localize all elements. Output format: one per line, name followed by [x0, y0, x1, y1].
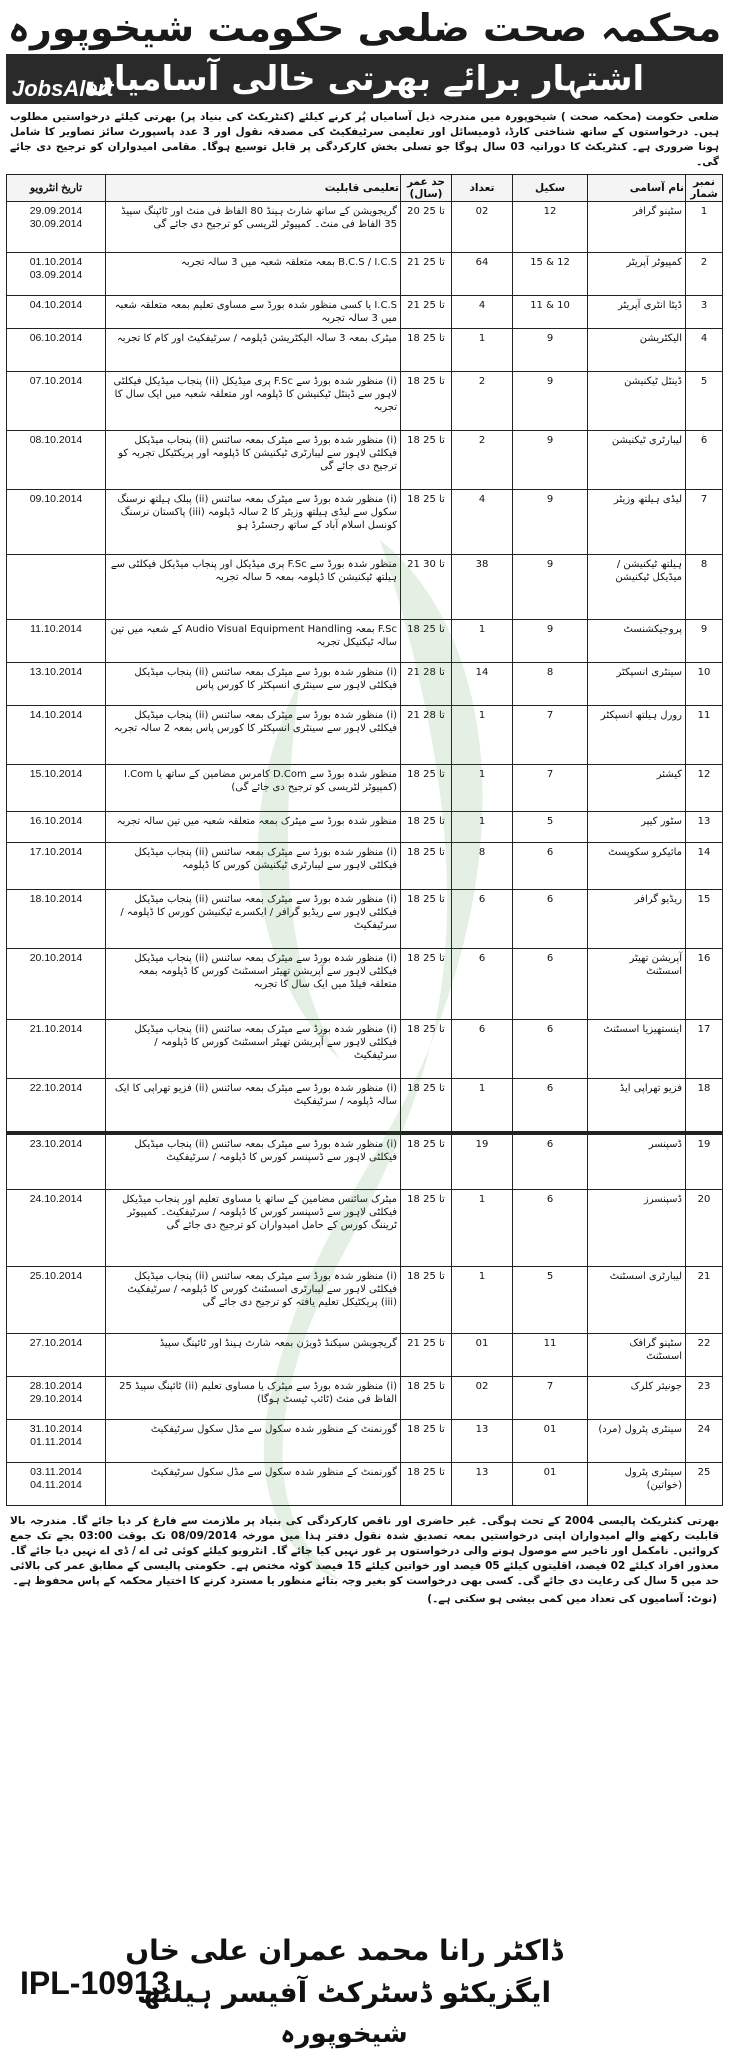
- cell-date: 25.10.2014: [7, 1267, 106, 1334]
- cell-count: 1: [452, 765, 513, 812]
- cell-scale: 9: [513, 555, 588, 620]
- cell-no: 6: [686, 431, 723, 490]
- cell-no: 9: [686, 620, 723, 663]
- cell-age: 21 تا 28: [401, 663, 452, 706]
- note-short: (نوٹ: آسامیوں کی تعداد میں کمی بیشی ہو سکتی ہے۔): [427, 1593, 717, 1605]
- cell-date: 23.10.2014: [7, 1133, 106, 1190]
- cell-qual: گورنمنٹ کے منظور شدہ سکول سے مڈل سکول سرٹیفکیٹ: [106, 1463, 401, 1506]
- table-row: [7, 555, 723, 620]
- cell-name: فزیو تھراپی ایڈ: [588, 1079, 686, 1134]
- cell-qual: F.Sc بمعہ Audio Visual Equipment Handling کے شعبہ میں تین سالہ ٹیکنیکل تجربہ: [106, 620, 401, 663]
- cell-qual: (i) منظور شدہ بورڈ سے میٹرک بمعہ سائنس (ii) پنجاب میڈیکل فیکلٹی لاہور سے لیبارٹری ٹیکنیشن کورس کا ڈپلومہ: [106, 843, 401, 890]
- cell-count: 2: [452, 372, 513, 431]
- cell-age: 21 تا 25: [401, 1334, 452, 1377]
- cell-scale: 6: [513, 1020, 588, 1079]
- cell-scale: 6: [513, 1079, 588, 1134]
- cell-count: 64: [452, 253, 513, 296]
- cell-count: 6: [452, 949, 513, 1020]
- cell-count: 1: [452, 1267, 513, 1334]
- table-row: [7, 663, 723, 706]
- intro-paragraph: ضلعی حکومت (محکمہ صحت ) شیخوپورہ میں مندرجہ ذیل آسامیاں پُر کرنے کیلئے (کنٹریکٹ کی بنیاد پر) بھرتی کیلئے درخواستیں مطلوب ہیں۔ درخواستوں کے ساتھ شناختی کارڈ، ڈومیسائل اور تعلیمی سرٹیفکیٹ کی مصدقہ نقول اور 3 عدد پاسپورٹ سائز تصاویر کا شامل ہونا ضروری ہے۔ کنٹریکٹ کا دورانیہ 03 سال ہوگا جو تسلی بخش کارکردگی پر قابل توسیع ہوگا۔ مقامی امیدواران کو ترجیح دی جائے گی۔: [10, 111, 720, 168]
- cell-date: 16.10.2014: [7, 812, 106, 843]
- cell-no: 3: [686, 296, 723, 329]
- cell-no: 2: [686, 253, 723, 296]
- cell-no: 15: [686, 890, 723, 949]
- cell-no: 12: [686, 765, 723, 812]
- cell-no: 19: [686, 1133, 723, 1190]
- cell-age: 21 تا 25: [401, 253, 452, 296]
- cell-qual: گورنمنٹ کے منظور شدہ سکول سے مڈل سکول سرٹیفکیٹ: [106, 1420, 401, 1463]
- cell-age: 18 تا 25: [401, 1463, 452, 1506]
- cell-age: 21 تا 28: [401, 706, 452, 765]
- header-interview-date: تاریخ انٹرویو: [7, 175, 106, 202]
- cell-name: کیشئر: [588, 765, 686, 812]
- table-row: [7, 1079, 723, 1134]
- cell-no: 7: [686, 490, 723, 555]
- cell-qual: (i) منظور شدہ بورڈ سے میٹرک بمعہ سائنس (ii) پنجاب میڈیکل فیکلٹی لاہور سے آپریشن تھیٹر اسسٹنٹ کورس کا ڈپلومہ / سرٹیفکیٹ: [106, 1020, 401, 1079]
- cell-no: 18: [686, 1079, 723, 1134]
- cell-age: 18 تا 25: [401, 890, 452, 949]
- cell-name: کمپیوٹر آپریٹر: [588, 253, 686, 296]
- cell-scale: 7: [513, 1377, 588, 1420]
- ad-title: اشتہار برائے بھرتی خالی آسامیاں: [84, 59, 645, 99]
- cell-name: ڈسپنسرز: [588, 1190, 686, 1267]
- cell-qual: (i) منظور شدہ بورڈ سے F.Sc پری میڈیکل (ii) پنجاب میڈیکل فیکلٹی لاہور سے ڈینٹل ٹیکنیشن کا ڈپلومہ اور متعلقہ شعبہ میں ایک سال کا تجربہ: [106, 372, 401, 431]
- cell-count: 01: [452, 1334, 513, 1377]
- cell-name: مائیکرو سکوپسٹ: [588, 843, 686, 890]
- table-row: [7, 1267, 723, 1334]
- cell-date: 20.10.2014: [7, 949, 106, 1020]
- cell-date: 07.10.2014: [7, 372, 106, 431]
- header-name: نام آسامی: [588, 175, 686, 202]
- cell-count: 14: [452, 663, 513, 706]
- cell-name: لیبارٹری ٹیکنیشن: [588, 431, 686, 490]
- cell-age: 18 تا 25: [401, 1079, 452, 1134]
- cell-no: 22: [686, 1334, 723, 1377]
- cell-qual: میٹرک سائنس مضامین کے ساتھ یا مساوی تعلیم اور پنجاب میڈیکل فیکلٹی لاہور سے ڈسپنسر کورس کا ڈپلومہ / سرٹیفکیٹ۔ کمپیوٹر ٹریننگ کورس کے حامل امیدواران کو ترجیح دی جائے گی: [106, 1190, 401, 1267]
- cell-count: 4: [452, 490, 513, 555]
- cell-scale: 6: [513, 1133, 588, 1190]
- cell-age: 18 تا 25: [401, 1190, 452, 1267]
- cell-age: 21 تا 30: [401, 555, 452, 620]
- cell-date: 22.10.2014: [7, 1079, 106, 1134]
- cell-name: سٹور کیپر: [588, 812, 686, 843]
- table-row: [7, 890, 723, 949]
- cell-date: 31.10.2014 01.11.2014: [7, 1420, 106, 1463]
- cell-name: ریڈیو گرافر: [588, 890, 686, 949]
- cell-age: 18 تا 25: [401, 812, 452, 843]
- cell-scale: 6: [513, 949, 588, 1020]
- cell-count: 38: [452, 555, 513, 620]
- cell-qual: (i) منظور شدہ بورڈ سے میٹرک بمعہ سائنس (ii) پنجاب میڈیکل فیکلٹی لاہور سے سینٹری انسپکٹر کا کورس پاس: [106, 663, 401, 706]
- table-row: [7, 1463, 723, 1506]
- cell-name: جونیئر کلرک: [588, 1377, 686, 1420]
- table-row: [7, 296, 723, 329]
- office-place: شیخوپورہ: [280, 2019, 408, 2049]
- cell-no: 17: [686, 1020, 723, 1079]
- cell-name: سینٹری انسپکٹر: [588, 663, 686, 706]
- vacancies-table: [6, 174, 723, 1506]
- cell-count: 2: [452, 431, 513, 490]
- cell-no: 13: [686, 812, 723, 843]
- table-row: [7, 202, 723, 253]
- cell-scale: 5: [513, 812, 588, 843]
- table-row: [7, 812, 723, 843]
- cell-count: 1: [452, 620, 513, 663]
- cell-date: 15.10.2014: [7, 765, 106, 812]
- cell-no: 20: [686, 1190, 723, 1267]
- table-row: [7, 620, 723, 663]
- header-no: نمبر شمار: [686, 175, 723, 202]
- cell-no: 16: [686, 949, 723, 1020]
- cell-age: 18 تا 25: [401, 620, 452, 663]
- cell-qual: منظور شدہ بورڈ سے D.Com کامرس مضامین کے ساتھ یا I.Com (کمپیوٹر لٹریسی کو ترجیح دی جائے گی): [106, 765, 401, 812]
- cell-name: آپریشن تھیٹر اسسٹنٹ: [588, 949, 686, 1020]
- cell-date: 06.10.2014: [7, 329, 106, 372]
- cell-date: [7, 555, 106, 620]
- cell-date: 13.10.2014: [7, 663, 106, 706]
- cell-count: 1: [452, 329, 513, 372]
- cell-qual: منظور شدہ بورڈ سے F.Sc پری میڈیکل اور پنجاب میڈیکل فیکلٹی سے ہیلتھ ٹیکنیشن کا ڈپلومہ بمعہ 5 سالہ تجربہ: [106, 555, 401, 620]
- cell-date: 03.11.2014 04.11.2014: [7, 1463, 106, 1506]
- cell-age: 18 تا 25: [401, 1420, 452, 1463]
- cell-no: 8: [686, 555, 723, 620]
- table-row: [7, 1334, 723, 1377]
- cell-count: 4: [452, 296, 513, 329]
- cell-no: 23: [686, 1377, 723, 1420]
- header-count: تعداد: [452, 175, 513, 202]
- cell-date: 27.10.2014: [7, 1334, 106, 1377]
- cell-scale: 9: [513, 431, 588, 490]
- cell-date: 21.10.2014: [7, 1020, 106, 1079]
- cell-name: ڈسپنسر: [588, 1133, 686, 1190]
- cell-no: 10: [686, 663, 723, 706]
- cell-age: 18 تا 25: [401, 372, 452, 431]
- cell-age: 18 تا 25: [401, 1267, 452, 1334]
- cell-age: 18 تا 25: [401, 431, 452, 490]
- cell-qual: (i) منظور شدہ بورڈ سے میٹرک بمعہ سائنس (ii) پبلک ہیلتھ نرسنگ سکول سے لیڈی ہیلتھ وزیٹر کا 2 سالہ ڈپلومہ (iii) پاکستان نرسنگ کونسل اسلام آباد کے ساتھ رجسٹرڈ ہو: [106, 490, 401, 555]
- cell-qual: (i) منظور شدہ بورڈ سے میٹرک بمعہ سائنس (ii) پنجاب میڈیکل فیکلٹی لاہور سے ریڈیو گرافر / ایکسرے ٹیکنیشن کورس کا ڈپلومہ / سرٹیفکیٹ: [106, 890, 401, 949]
- cell-name: لیبارٹری اسسٹنٹ: [588, 1267, 686, 1334]
- cell-count: 6: [452, 1020, 513, 1079]
- cell-name: پروجیکشنسٹ: [588, 620, 686, 663]
- cell-date: 28.10.2014 29.10.2014: [7, 1377, 106, 1420]
- cell-scale: 6: [513, 890, 588, 949]
- table-body: [7, 202, 723, 1506]
- cell-qual: (i) منظور شدہ بورڈ سے میٹرک بمعہ سائنس (ii) پنجاب میڈیکل فیکلٹی لاہور سے آپریشن تھیٹر اسسٹنٹ کورس کا ڈپلومہ بمعہ متعلقہ فیلڈ میں ایک سال کا تجربہ: [106, 949, 401, 1020]
- cell-age: 20 تا 25: [401, 202, 452, 253]
- table-row: [7, 765, 723, 812]
- cell-count: 1: [452, 812, 513, 843]
- cell-date: 29.09.2014 30.09.2014: [7, 202, 106, 253]
- advertisement-page: [6, 4, 723, 2065]
- cell-scale: 9: [513, 490, 588, 555]
- cell-count: 02: [452, 202, 513, 253]
- table-header-row: [7, 175, 723, 202]
- cell-qual: (i) منظور شدہ بورڈ سے میٹرک بمعہ سائنس (ii) فزیو تھراپی کا ایک سالہ ڈپلومہ / سرٹیفکیٹ: [106, 1079, 401, 1134]
- cell-count: 1: [452, 706, 513, 765]
- cell-qual: (i) منظور شدہ بورڈ سے میٹرک یا مساوی تعلیم (ii) ٹائپنگ سپیڈ 25 الفاظ فی منٹ (ٹائپ ٹیسٹ ہوگا): [106, 1377, 401, 1420]
- ipl-number: IPL-10913: [20, 1965, 170, 2001]
- header-scale: سکیل: [513, 175, 588, 202]
- cell-no: 5: [686, 372, 723, 431]
- cell-name: رورل ہیلتھ انسپکٹر: [588, 706, 686, 765]
- cell-count: 19: [452, 1133, 513, 1190]
- cell-date: 18.10.2014: [7, 890, 106, 949]
- cell-age: 18 تا 25: [401, 1133, 452, 1190]
- cell-age: 18 تا 25: [401, 765, 452, 812]
- cell-date: 01.10.2014 03.09.2014: [7, 253, 106, 296]
- cell-no: 4: [686, 329, 723, 372]
- cell-count: 13: [452, 1463, 513, 1506]
- cell-date: 24.10.2014: [7, 1190, 106, 1267]
- cell-age: 21 تا 25: [401, 296, 452, 329]
- cell-count: 13: [452, 1420, 513, 1463]
- cell-no: 11: [686, 706, 723, 765]
- cell-scale: 11: [513, 1334, 588, 1377]
- cell-age: 18 تا 25: [401, 843, 452, 890]
- cell-scale: 9: [513, 620, 588, 663]
- cell-qual: (i) منظور شدہ بورڈ سے میٹرک بمعہ سائنس (ii) پنجاب میڈیکل فیکلٹی لاہور سے ڈسپنسر کورس کا ڈپلومہ / سرٹیفکیٹ: [106, 1133, 401, 1190]
- cell-qual: منظور شدہ بورڈ سے میٹرک بمعہ متعلقہ شعبہ میں تین سالہ تجربہ: [106, 812, 401, 843]
- cell-scale: 7: [513, 706, 588, 765]
- cell-scale: 9: [513, 372, 588, 431]
- cell-name: سینٹری پٹرول (خواتین): [588, 1463, 686, 1506]
- cell-date: 08.10.2014: [7, 431, 106, 490]
- table-row: [7, 372, 723, 431]
- cell-scale: 01: [513, 1420, 588, 1463]
- terms-notes: بھرتی کنٹریکٹ پالیسی 2004 کے تحت ہوگی۔ غیر حاضری اور ناقص کارکردگی کی بنیاد پر ملازمت سے فارغ کر دیا جائے گا۔ مندرجہ بالا قابلیت رکھنے والے امیدواران اپنی درخواستیں بمعہ تصدیق شدہ نقول دفتر ہذا میں مورخہ 08/09/2014 تک بوقت 03:00 بجے تک جمع کروائیں۔ نامکمل اور تاخیر سے موصول ہونے والی درخواستوں پر غور نہیں کیا جائے گا۔ انٹرویو کیلئے کوئی ٹی اے / ڈی اے نہیں دیا جائے گا۔ معذور افراد کیلئے 02 فیصد، اقلیتوں کیلئے 05 فیصد اور خواتین کیلئے 15 فیصد کوٹہ مختص ہے۔ حکومتی پالیسی کے مطابق عمر کی بالائی حد میں 5 سال کی رعایت دی جائے گی۔ کسی بھی درخواست کو بغیر وجہ بتائے منظور یا مسترد کرنے کا اختیار محکمہ کے پاس محفوظ ہے۔: [10, 1515, 719, 1587]
- table-row: [7, 253, 723, 296]
- table-row: [7, 431, 723, 490]
- cell-qual: (i) منظور شدہ بورڈ سے میٹرک بمعہ سائنس (ii) پنجاب میڈیکل فیکلٹی لاہور سے لیبارٹری اسسٹنٹ کورس کا ڈپلومہ / سرٹیفکیٹ (iii) پریکٹیکل تعلیم یافتہ کو ترجیح دی جائے گی: [106, 1267, 401, 1334]
- cell-age: 18 تا 25: [401, 1020, 452, 1079]
- cell-name: سٹینو گرافک اسسٹنٹ: [588, 1334, 686, 1377]
- cell-age: 18 تا 25: [401, 490, 452, 555]
- cell-age: 18 تا 25: [401, 329, 452, 372]
- table-row: [7, 329, 723, 372]
- cell-date: 11.10.2014: [7, 620, 106, 663]
- officer-name: ڈاکٹر رانا محمد عمران علی خاں: [125, 1934, 563, 1967]
- cell-scale: 5: [513, 1267, 588, 1334]
- cell-name: سٹینو گرافر: [588, 202, 686, 253]
- title-band: [6, 54, 723, 104]
- table-row: [7, 490, 723, 555]
- cell-date: 14.10.2014: [7, 706, 106, 765]
- cell-age: 18 تا 25: [401, 1377, 452, 1420]
- cell-count: 6: [452, 890, 513, 949]
- cell-scale: 7: [513, 765, 588, 812]
- cell-qual: B.C.S / I.C.S بمعہ متعلقہ شعبہ میں 3 سالہ تجربہ: [106, 253, 401, 296]
- cell-date: 09.10.2014: [7, 490, 106, 555]
- cell-count: 8: [452, 843, 513, 890]
- cell-name: ڈینٹل ٹیکنیشن: [588, 372, 686, 431]
- table-row: [7, 1190, 723, 1267]
- jobsalert-logo: JobsAlert: [12, 76, 114, 101]
- table-row: [7, 1420, 723, 1463]
- cell-qual: I.C.S یا کسی منظور شدہ بورڈ سے مساوی تعلیم بمعہ متعلقہ شعبہ میں 3 سالہ تجربہ: [106, 296, 401, 329]
- table-row: [7, 706, 723, 765]
- cell-no: 21: [686, 1267, 723, 1334]
- cell-scale: 6: [513, 1190, 588, 1267]
- officer-title: ایگزیکٹو ڈسٹرکٹ آفیسر ہیلتھ: [136, 1976, 552, 2009]
- cell-no: 24: [686, 1420, 723, 1463]
- cell-name: اینستھیزیا اسسٹنٹ: [588, 1020, 686, 1079]
- cell-qual: (i) منظور شدہ بورڈ سے میٹرک بمعہ سائنس (ii) پنجاب میڈیکل فیکلٹی لاہور سے لیبارٹری ٹیکنیشن کا ڈپلومہ اور پریکٹیکل تجربہ کو ترجیح دی جائے گی: [106, 431, 401, 490]
- cell-date: 04.10.2014: [7, 296, 106, 329]
- cell-count: 1: [452, 1190, 513, 1267]
- cell-no: 25: [686, 1463, 723, 1506]
- cell-scale: 10 & 11: [513, 296, 588, 329]
- cell-count: 02: [452, 1377, 513, 1420]
- cell-scale: 6: [513, 843, 588, 890]
- cell-qual: گریجویشن سیکنڈ ڈویژن بمعہ شارٹ ہینڈ اور ٹائپنگ سپیڈ: [106, 1334, 401, 1377]
- signature-block: [109, 1930, 579, 2054]
- cell-no: 14: [686, 843, 723, 890]
- cell-scale: 12 & 15: [513, 253, 588, 296]
- cell-qual: گریجویشن کے ساتھ شارٹ ہینڈ 80 الفاظ فی منٹ اور ٹائپنگ سپیڈ 35 الفاظ فی منٹ۔ کمپیوٹر لٹریسی کو ترجیح دی جائے گی: [106, 202, 401, 253]
- cell-name: لیڈی ہیلتھ وزیٹر: [588, 490, 686, 555]
- table-row: [7, 1020, 723, 1079]
- table-row: [7, 949, 723, 1020]
- cell-qual: (i) منظور شدہ بورڈ سے میٹرک بمعہ سائنس (ii) پنجاب میڈیکل فیکلٹی لاہور سے سینٹری انسپکٹر کا کورس پاس بمعہ 2 سالہ تجربہ: [106, 706, 401, 765]
- table-row: [7, 843, 723, 890]
- cell-name: ہیلتھ ٹیکنیشن / میڈیکل ٹیکنیشن: [588, 555, 686, 620]
- cell-count: 1: [452, 1079, 513, 1134]
- cell-no: 1: [686, 202, 723, 253]
- cell-qual: میٹرک بمعہ 3 سالہ الیکٹریشن ڈپلومہ / سرٹیفکیٹ اور کام کا تجربہ: [106, 329, 401, 372]
- department-heading: محکمہ صحت ضلعی حکومت شیخوپورہ: [7, 6, 722, 50]
- cell-name: الیکٹریشن: [588, 329, 686, 372]
- cell-age: 18 تا 25: [401, 949, 452, 1020]
- cell-scale: 12: [513, 202, 588, 253]
- table-row: [7, 1377, 723, 1420]
- cell-name: ڈیٹا انٹری آپریٹر: [588, 296, 686, 329]
- header-qualification: تعلیمی قابلیت: [106, 175, 401, 202]
- cell-scale: 01: [513, 1463, 588, 1506]
- cell-name: سینٹری پٹرول (مرد): [588, 1420, 686, 1463]
- cell-scale: 9: [513, 329, 588, 372]
- table-row: [7, 1133, 723, 1190]
- cell-scale: 8: [513, 663, 588, 706]
- cell-date: 17.10.2014: [7, 843, 106, 890]
- header-age: حد عمر (سال): [401, 175, 452, 202]
